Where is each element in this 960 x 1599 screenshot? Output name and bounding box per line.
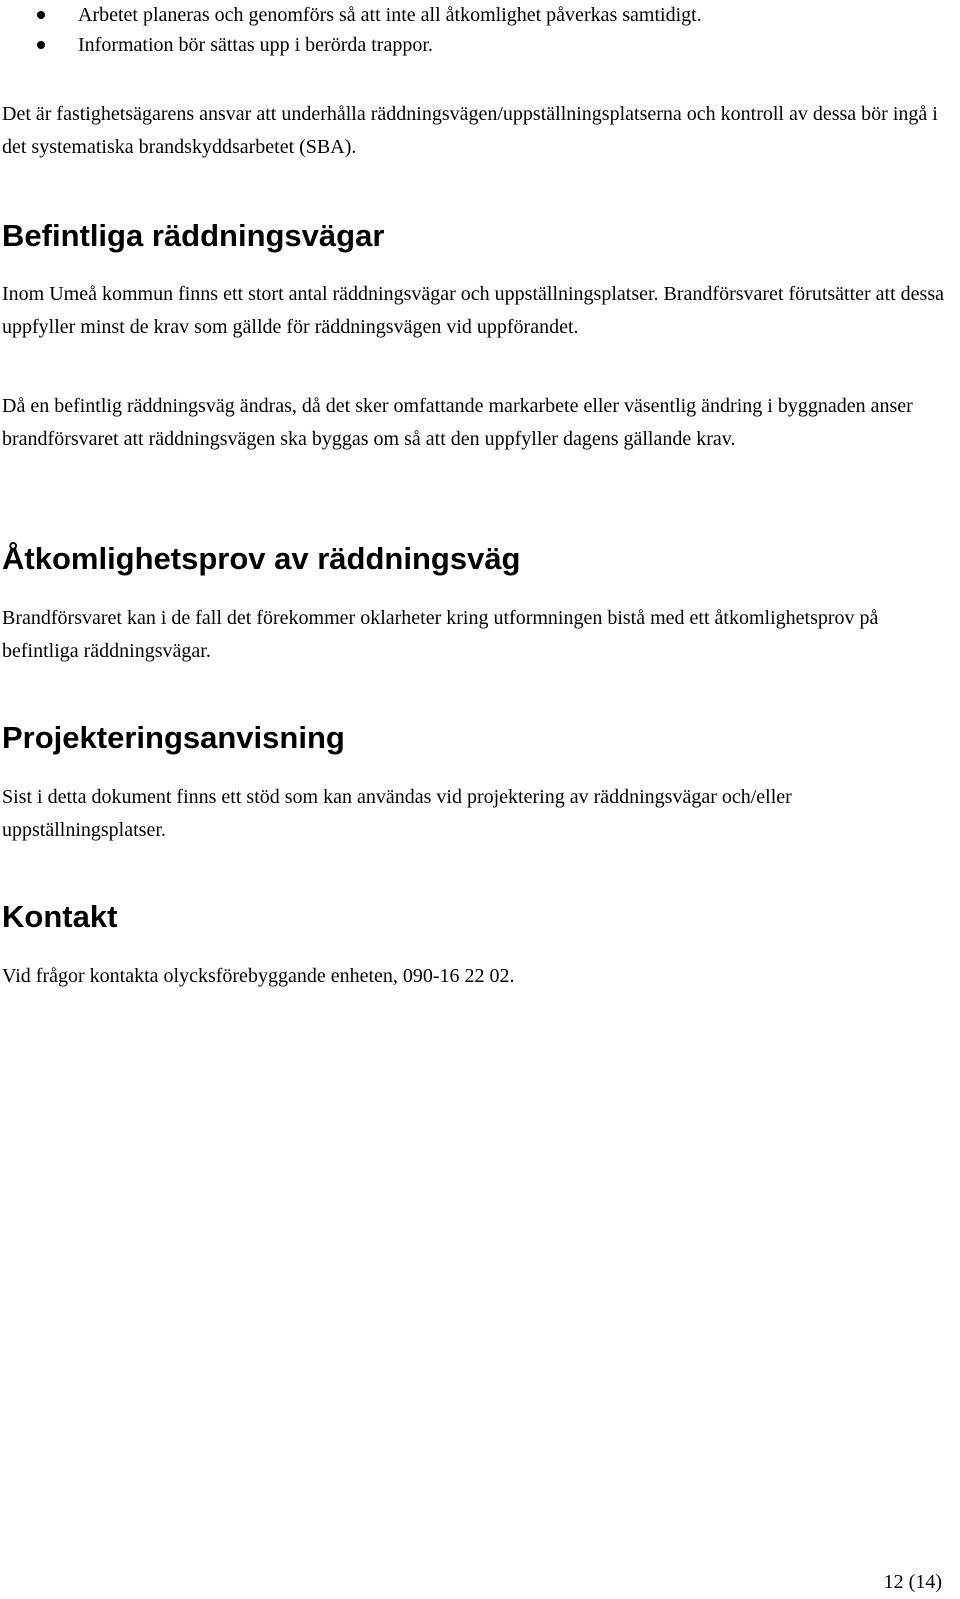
section-paragraph: Sist i detta dokument finns ett stöd som kan användas vid projektering av räddningsvägar och/eller uppställningsplatser. bbox=[2, 786, 792, 841]
section-heading-kontakt: Kontakt bbox=[2, 899, 118, 934]
section-heading-atkomlighetsprov: Åtkomlighetsprov av räddningsväg bbox=[2, 541, 521, 576]
intro-paragraph: Det är fastighetsägarens ansvar att underhålla räddningsvägen/uppställningsplatserna och kontroll av dessa bör ingå i det systematiska brandskyddsarbetet (SBA). bbox=[2, 103, 938, 158]
section-paragraph: Brandförsvaret kan i de fall det förekommer oklarheter kring utformningen bistå med ett åtkomlighetsprov på befintliga räddningsvägar. bbox=[2, 607, 879, 662]
bullet-icon bbox=[37, 11, 45, 19]
section-paragraph: Då en befintlig räddningsväg ändras, då det sker omfattande markarbete eller väsentlig ändring i byggnaden anser brandförsvaret att räddningsvägen ska byggas om så att den uppfyller dagens gällande krav. bbox=[2, 395, 913, 450]
section-paragraph: Vid frågor kontakta olycksförebyggande enheten, 090-16 22 02. bbox=[2, 965, 515, 987]
section-heading-projektering: Projekteringsanvisning bbox=[2, 720, 345, 755]
bullet-text: Information bör sättas upp i berörda trappor. bbox=[78, 34, 433, 56]
list-item bbox=[0, 30, 960, 60]
list-item bbox=[0, 0, 960, 30]
bullet-list bbox=[0, 0, 960, 60]
bullet-icon bbox=[37, 41, 45, 49]
bullet-text: Arbetet planeras och genomförs så att inte all åtkomlighet påverkas samtidigt. bbox=[78, 4, 702, 26]
page-number: 12 (14) bbox=[883, 1571, 942, 1593]
section-paragraph: Inom Umeå kommun finns ett stort antal räddningsvägar och uppställningsplatser. Brandförsvaret förutsätter att dessa uppfyller minst de krav som gällde för räddningsvägen vid uppförandet. bbox=[2, 283, 944, 338]
section-heading-befintliga: Befintliga räddningsvägar bbox=[2, 218, 385, 253]
